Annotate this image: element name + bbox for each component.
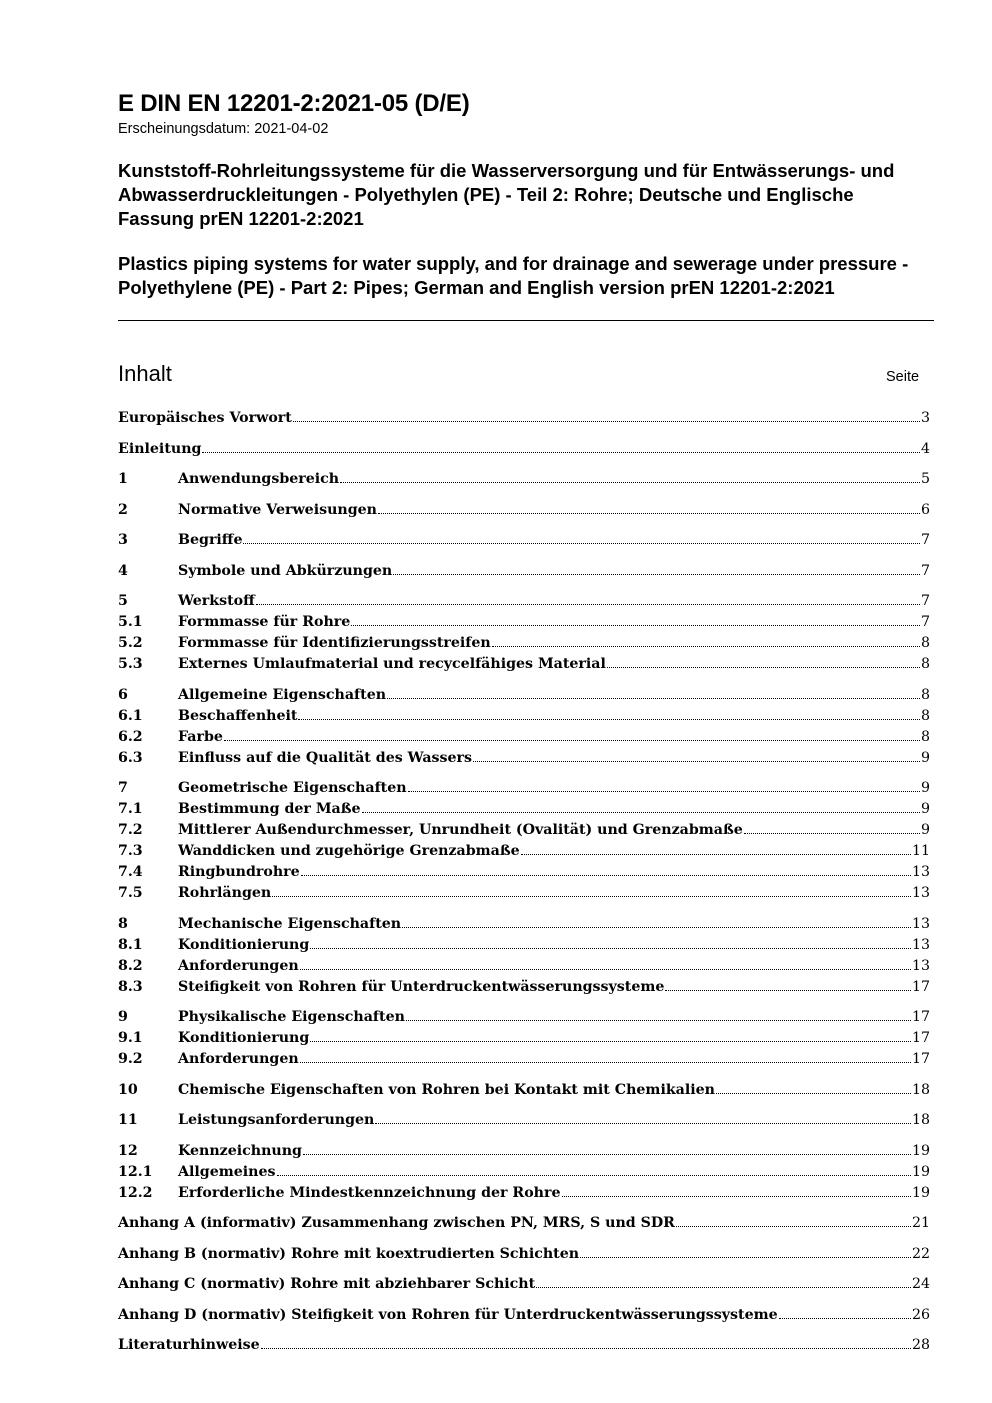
toc-leader-dots	[340, 482, 920, 483]
toc-entry-title: Anhang D (normativ) Steifigkeit von Rohren für Unterdruckentwässerungssysteme	[118, 1306, 778, 1323]
toc-leader-dots	[375, 1123, 911, 1124]
toc-entry-title: Mittlerer Außendurchmesser, Unrundheit (Ovalität) und Grenzabmaße	[178, 822, 743, 838]
toc-entry-title: Symbole und Abkürzungen	[178, 562, 393, 579]
toc-entry-title: Anhang C (normativ) Rohre mit abziehbarer Schicht	[118, 1276, 536, 1292]
toc-entry-number: 5	[118, 593, 128, 609]
toc-entry-number: 8	[118, 915, 128, 932]
toc-entry[interactable]	[118, 609, 930, 630]
toc-entry-title: Steifigkeit von Rohren für Unterdruckentwässerungssysteme	[178, 978, 665, 995]
toc-entry-page: 13	[911, 864, 930, 880]
title-german: Kunststoff-Rohrleitungssysteme für die Wasserversorgung und für Entwässerungs- und Abwasserdruckleitungen - Polyethylen (PE) - Teil 2: Rohre; Deutsche und Englische Fassung prEN 12201-2:2021	[118, 160, 895, 229]
toc-page-label: Seite	[886, 369, 920, 385]
toc-entry-number: 7.3	[118, 843, 143, 859]
toc-entry[interactable]	[118, 497, 930, 518]
toc-entry-number: 8.3	[118, 978, 143, 995]
toc-entry-page: 9	[920, 801, 930, 817]
toc-entry-title: Konditionierung	[178, 936, 310, 953]
toc-entry[interactable]	[118, 1241, 930, 1262]
toc-entry[interactable]	[118, 974, 930, 995]
toc-entry-number: 12.2	[118, 1184, 153, 1201]
toc-entry-page: 11	[911, 843, 930, 859]
toc-entry-number: 8.1	[118, 936, 143, 953]
toc-entry[interactable]	[118, 1004, 930, 1025]
toc-entry-page: 19	[911, 1163, 930, 1180]
toc-entry-title: Externes Umlaufmaterial und recycelfähiges Material	[178, 656, 606, 672]
toc-entry-number: 6.1	[118, 707, 143, 724]
toc-entry-number: 7.2	[118, 822, 143, 838]
toc-leader-dots	[310, 948, 911, 949]
toc-leader-dots	[779, 1318, 911, 1319]
toc-leader-dots	[293, 421, 920, 422]
toc-leader-dots	[536, 1287, 911, 1288]
toc-entry[interactable]	[118, 838, 930, 859]
toc-entry[interactable]	[118, 682, 930, 703]
toc-leader-dots	[716, 1093, 911, 1094]
toc-entry-page: 8	[920, 635, 930, 651]
toc-heading: Inhalt	[118, 361, 172, 386]
toc-leader-dots	[261, 1348, 911, 1349]
toc-leader-dots	[580, 1257, 911, 1258]
toc-entry[interactable]	[118, 405, 930, 426]
toc-entry-page: 17	[911, 1009, 930, 1025]
toc-entry[interactable]	[118, 527, 930, 548]
toc-entry[interactable]	[118, 1046, 930, 1067]
toc-entry-title: Physikalische Eigenschaften	[178, 1009, 405, 1025]
toc-entry-page: 18	[911, 1081, 930, 1098]
toc-entry-number: 6.2	[118, 728, 143, 745]
toc-entry-page: 4	[920, 440, 930, 457]
toc-entry-title: Anhang B (normativ) Rohre mit koextrudierten Schichten	[118, 1245, 580, 1262]
toc-entry-number: 2	[118, 501, 128, 518]
toc-entry-title: Formmasse für Identifizierungsstreifen	[178, 635, 491, 651]
toc-leader-dots	[300, 1062, 911, 1063]
toc-entry-number: 12.1	[118, 1163, 153, 1180]
toc-leader-dots	[256, 604, 920, 605]
toc-entry[interactable]	[118, 1302, 930, 1323]
toc-entry-number: 6.3	[118, 749, 143, 766]
toc-leader-dots	[408, 791, 920, 792]
toc-entry[interactable]	[118, 724, 930, 745]
toc-entry[interactable]	[118, 859, 930, 880]
toc-entry-title: Beschaffenheit	[178, 707, 298, 724]
toc-entry-page: 13	[911, 936, 930, 953]
toc-entry-number: 9.2	[118, 1051, 143, 1067]
toc-entry-page: 7	[920, 614, 930, 630]
toc-entry-number: 12	[118, 1142, 138, 1159]
toc-entry-number: 7	[118, 780, 128, 796]
toc-entry-number: 7.4	[118, 864, 143, 880]
toc-entry-number: 6	[118, 686, 128, 703]
toc-leader-dots	[277, 1175, 911, 1176]
toc-entry-title: Mechanische Eigenschaften	[178, 915, 402, 932]
toc-entry-title: Wanddicken und zugehörige Grenzabmaße	[178, 843, 520, 859]
toc-entry[interactable]	[118, 911, 930, 932]
toc-entry-page: 7	[920, 593, 930, 609]
toc-entry[interactable]	[118, 932, 930, 953]
toc-entry[interactable]	[118, 703, 930, 724]
toc-entry-number: 4	[118, 562, 128, 579]
toc-entry-number: 5.1	[118, 614, 143, 630]
toc-entry-title: Werkstoff	[178, 593, 255, 609]
toc-leader-dots	[473, 761, 920, 762]
toc-entry-number: 1	[118, 471, 128, 487]
toc-entry-title: Anwendungsbereich	[178, 471, 340, 487]
toc-entry-page: 26	[911, 1306, 930, 1323]
toc-entry[interactable]	[118, 1180, 930, 1201]
toc-entry[interactable]	[118, 630, 930, 651]
toc-entry-title: Allgemeine Eigenschaften	[178, 686, 387, 703]
toc-entry-title: Einleitung	[118, 440, 202, 457]
toc-entry-page: 13	[911, 885, 930, 901]
toc-leader-dots	[521, 854, 911, 855]
toc-entry[interactable]	[118, 775, 930, 796]
toc-entry-number: 9.1	[118, 1030, 143, 1046]
toc-entry[interactable]	[118, 1025, 930, 1046]
toc-entry-title: Allgemeines	[178, 1163, 276, 1180]
toc-leader-dots	[298, 719, 920, 720]
toc-entry-page: 8	[920, 728, 930, 745]
toc-entry[interactable]	[118, 953, 930, 974]
toc-leader-dots	[301, 875, 911, 876]
toc-leader-dots	[202, 452, 920, 453]
toc-entry[interactable]	[118, 796, 930, 817]
toc-leader-dots	[665, 990, 911, 991]
toc-entry-number: 10	[118, 1081, 138, 1098]
toc-leader-dots	[393, 574, 920, 575]
toc-entry-number: 5.3	[118, 656, 143, 672]
toc-entry-number: 9	[118, 1009, 128, 1025]
toc-leader-dots	[387, 698, 920, 699]
toc-entry[interactable]	[118, 1271, 930, 1292]
table-of-contents	[118, 405, 930, 1353]
toc-entry-title: Begriffe	[178, 532, 243, 548]
toc-leader-dots	[562, 1196, 911, 1197]
toc-entry-page: 18	[911, 1112, 930, 1128]
toc-entry[interactable]	[118, 1077, 930, 1098]
toc-entry-page: 3	[920, 410, 930, 426]
toc-leader-dots	[607, 667, 920, 668]
toc-entry-page: 21	[911, 1215, 930, 1231]
toc-entry-page: 8	[920, 656, 930, 672]
toc-entry-title: Chemische Eigenschaften von Rohren bei Kontakt mit Chemikalien	[178, 1081, 715, 1098]
toc-leader-dots	[406, 1020, 911, 1021]
toc-entry-number: 7.5	[118, 885, 143, 901]
toc-entry-number: 3	[118, 532, 128, 548]
toc-entry-page: 5	[920, 471, 930, 487]
toc-entry-title: Farbe	[178, 728, 223, 745]
toc-entry[interactable]	[118, 1107, 930, 1128]
toc-leader-dots	[224, 740, 920, 741]
toc-entry-page: 7	[920, 562, 930, 579]
toc-entry-page: 6	[920, 501, 930, 518]
toc-entry-title: Normative Verweisungen	[178, 501, 377, 518]
toc-entry-page: 13	[911, 915, 930, 932]
toc-entry[interactable]	[118, 880, 930, 901]
toc-entry-title: Einfluss auf die Qualität des Wassers	[178, 749, 473, 766]
toc-entry-page: 9	[920, 822, 930, 838]
toc-leader-dots	[676, 1226, 911, 1227]
toc-entry-title: Ringbundrohre	[178, 864, 300, 880]
toc-leader-dots	[492, 646, 920, 647]
toc-leader-dots	[303, 1154, 911, 1155]
toc-entry-page: 13	[911, 957, 930, 974]
toc-entry-title: Europäisches Vorwort	[118, 410, 292, 426]
toc-leader-dots	[243, 543, 919, 544]
toc-entry[interactable]	[118, 1210, 930, 1231]
toc-entry-page: 19	[911, 1142, 930, 1159]
toc-entry-page: 22	[911, 1245, 930, 1262]
toc-entry[interactable]	[118, 1138, 930, 1159]
toc-entry[interactable]	[118, 1332, 930, 1353]
toc-entry-title: Erforderliche Mindestkennzeichnung der Rohre	[178, 1184, 561, 1201]
toc-entry-title: Kennzeichnung	[178, 1142, 302, 1159]
toc-leader-dots	[744, 833, 920, 834]
toc-entry[interactable]	[118, 1159, 930, 1180]
toc-entry-page: 8	[920, 686, 930, 703]
title-english: Plastics piping systems for water supply, and for drainage and sewerage under pressure - Polyethylene (PE) - Part 2: Pipes; German and English version prEN 12201-2:2021	[118, 253, 909, 298]
header-divider	[118, 320, 934, 321]
toc-entry-title: Anforderungen	[178, 1051, 299, 1067]
toc-entry[interactable]	[118, 466, 930, 487]
toc-entry-page: 17	[911, 978, 930, 995]
toc-entry-page: 17	[911, 1030, 930, 1046]
toc-entry-title: Formmasse für Rohre	[178, 614, 351, 630]
toc-entry-page: 9	[920, 749, 930, 766]
toc-entry-title: Leistungsanforderungen	[178, 1112, 375, 1128]
toc-leader-dots	[402, 927, 911, 928]
toc-entry-title: Konditionierung	[178, 1030, 310, 1046]
toc-entry[interactable]	[118, 558, 930, 579]
publication-date: Erscheinungsdatum: 2021-04-02	[118, 121, 329, 137]
toc-entry[interactable]	[118, 745, 930, 766]
toc-entry-page: 28	[911, 1337, 930, 1353]
toc-leader-dots	[300, 969, 911, 970]
toc-entry-number: 8.2	[118, 957, 143, 974]
toc-leader-dots	[351, 625, 920, 626]
toc-entry[interactable]	[118, 436, 930, 457]
toc-entry-page: 7	[920, 532, 930, 548]
toc-entry[interactable]	[118, 817, 930, 838]
toc-entry[interactable]	[118, 651, 930, 672]
toc-leader-dots	[378, 513, 920, 514]
toc-entry-title: Rohrlängen	[178, 885, 272, 901]
toc-leader-dots	[272, 896, 911, 897]
toc-entry-number: 11	[118, 1112, 138, 1128]
toc-entry-title: Bestimmung der Maße	[178, 801, 361, 817]
toc-entry-title: Geometrische Eigenschaften	[178, 780, 407, 796]
toc-leader-dots	[362, 812, 920, 813]
toc-entry-number: 7.1	[118, 801, 143, 817]
toc-entry-number: 5.2	[118, 635, 143, 651]
toc-entry-title: Literaturhinweise	[118, 1337, 260, 1353]
toc-entry-page: 8	[920, 707, 930, 724]
toc-entry-page: 17	[911, 1051, 930, 1067]
toc-entry-title: Anforderungen	[178, 957, 299, 974]
toc-leader-dots	[310, 1041, 911, 1042]
toc-entry-page: 9	[920, 780, 930, 796]
toc-entry[interactable]	[118, 588, 930, 609]
toc-entry-title: Anhang A (informativ) Zusammenhang zwischen PN, MRS, S und SDR	[118, 1215, 675, 1231]
toc-entry-page: 24	[911, 1276, 930, 1292]
toc-entry-page: 19	[911, 1184, 930, 1201]
document-id: E DIN EN 12201-2:2021-05 (D/E)	[118, 90, 470, 117]
